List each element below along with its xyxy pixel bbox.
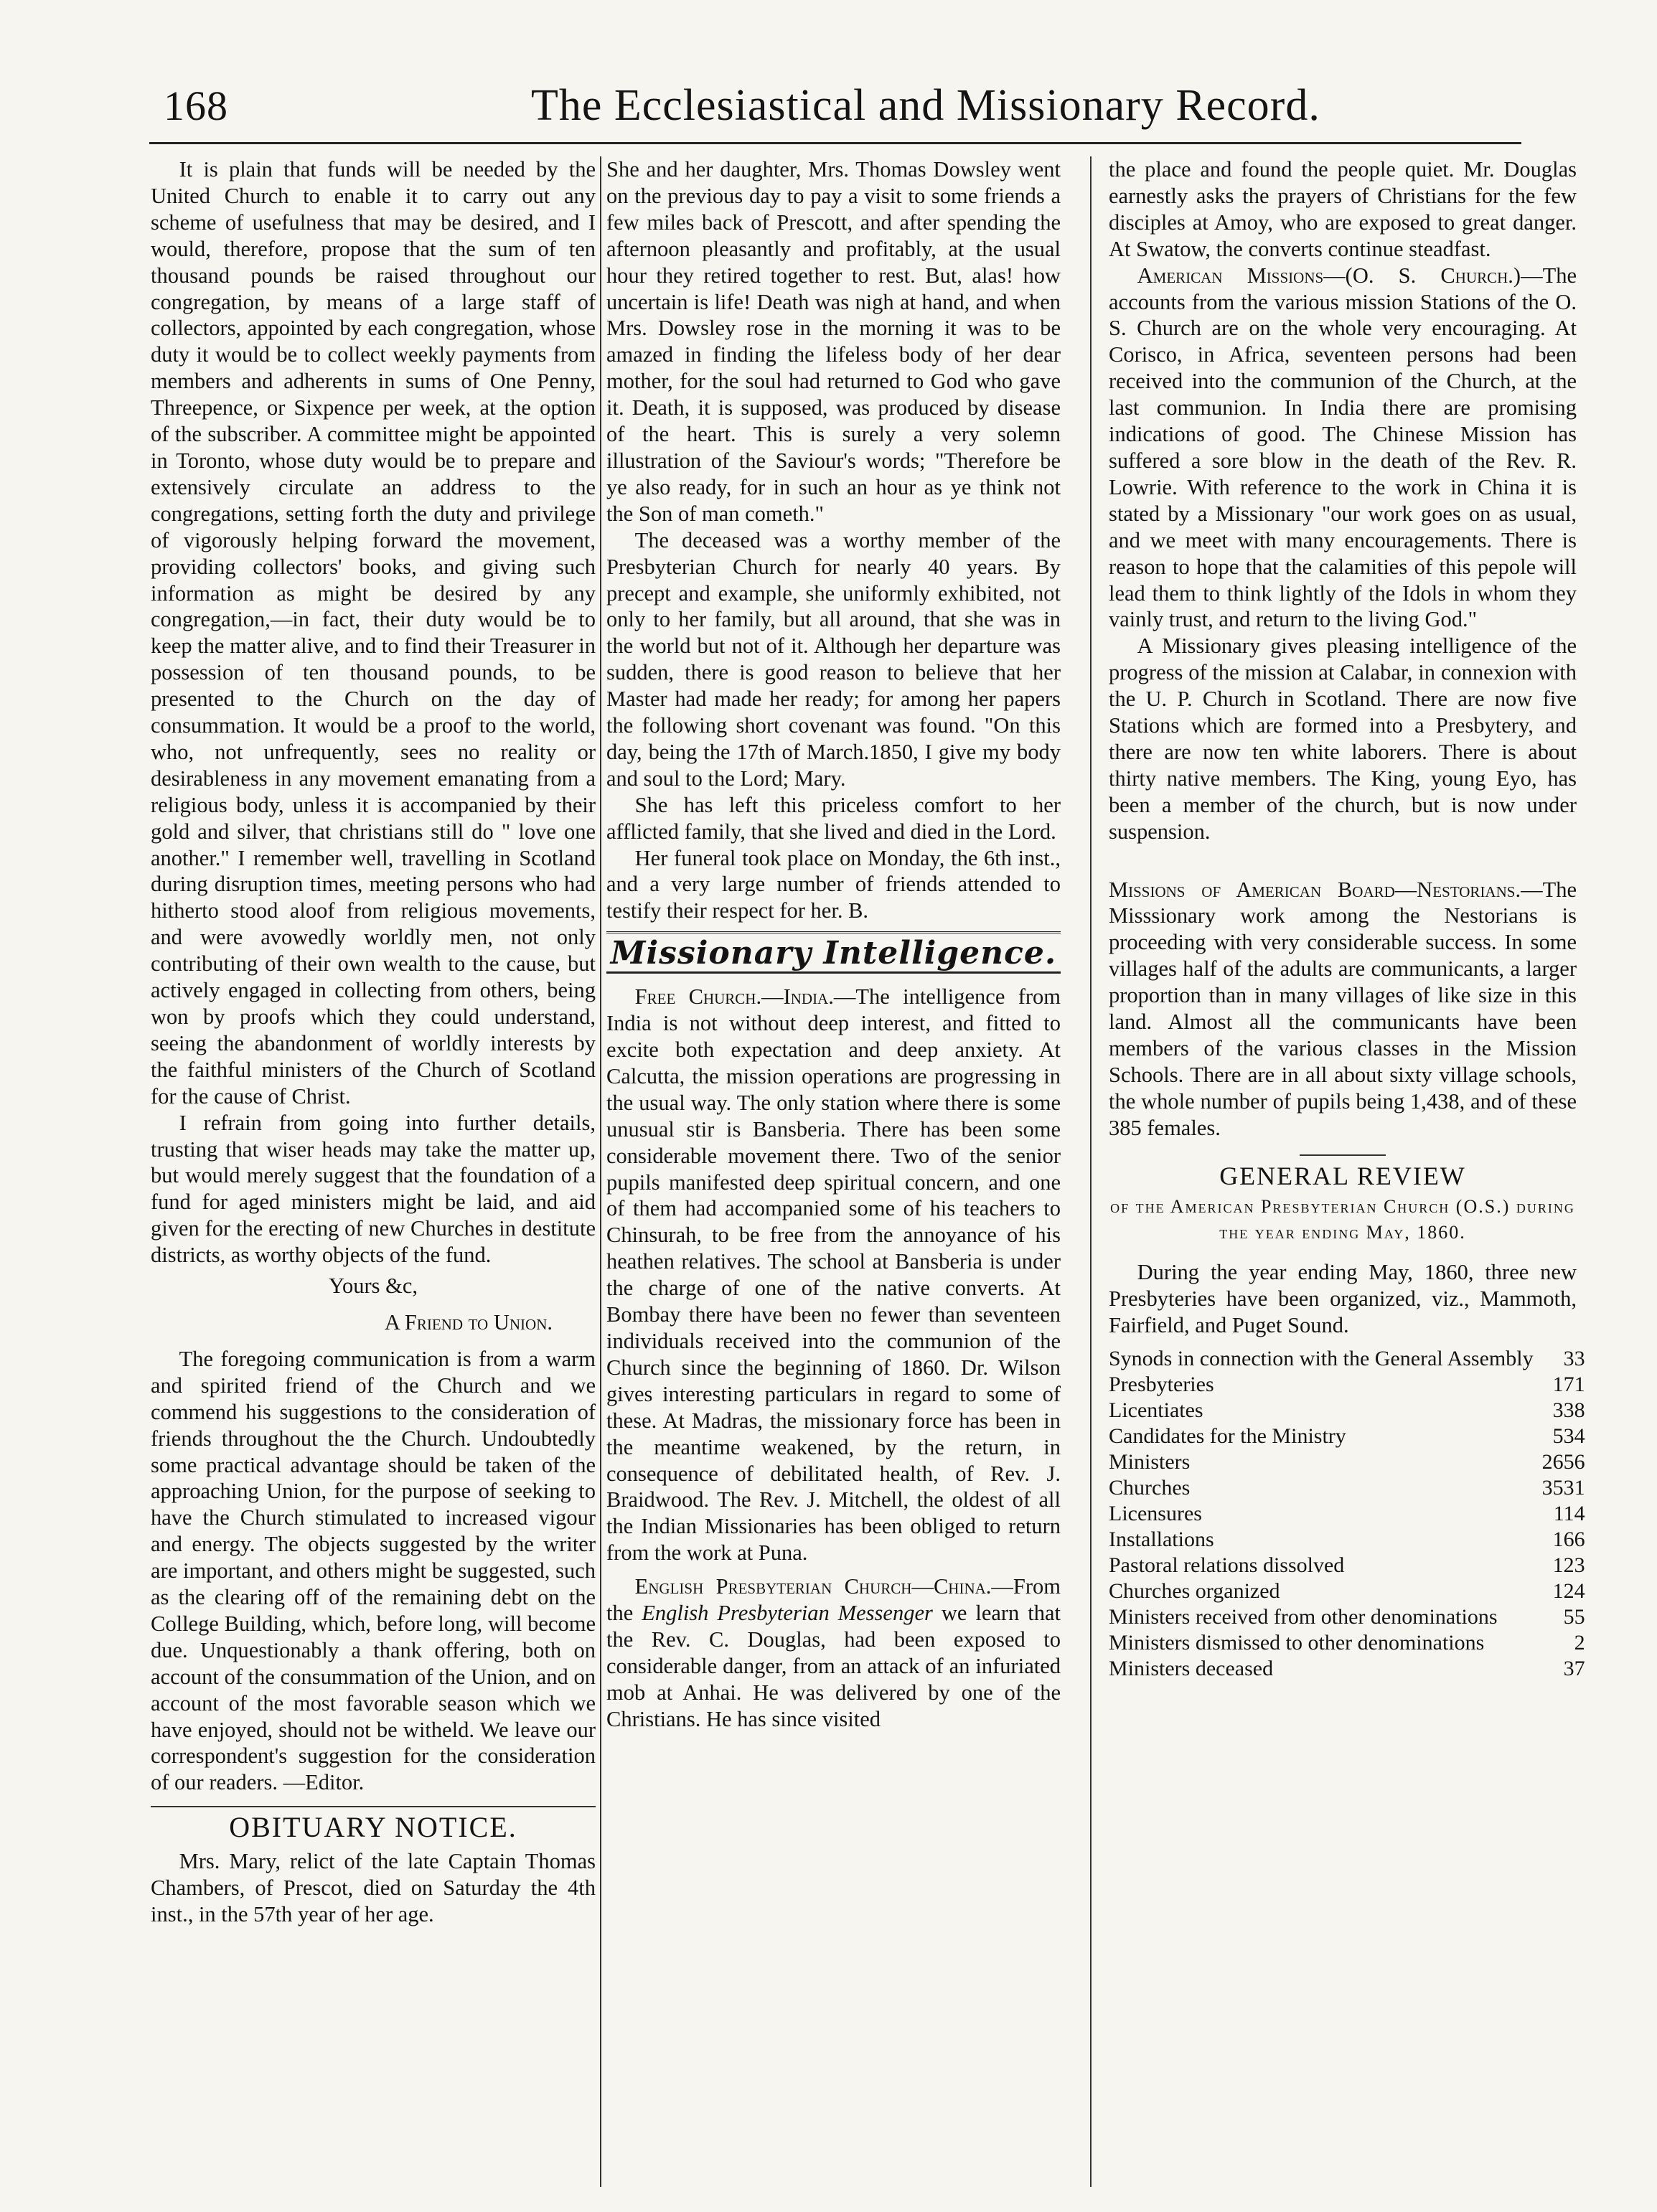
paragraph-lead: English Presbyterian Church—China.: [634, 1574, 992, 1599]
paragraph-lead: American Missions—(O. S. Church.): [1137, 263, 1521, 288]
review-title: GENERAL REVIEW: [1219, 1161, 1466, 1190]
stat-value: 166: [1552, 1528, 1585, 1552]
paragraph: She has left this priceless comfort to her afflicted family, that she lived and died in the Lord.: [606, 792, 1061, 844]
stat-value: 171: [1552, 1373, 1585, 1397]
leader-dots: [1534, 1346, 1542, 1372]
paragraph: A Missionary gives pleasing intelligence of the progress of the mission at Calabar, in connexion with the U. P. Church in Scotland. There are now five Stations which are formed into a Presbytery, and there are now ten white laborers. There is about thirty native members. The King, young Eyo, has been a member of the church, but is now under suspension.: [1109, 634, 1577, 844]
page-number: 168: [164, 83, 228, 129]
paragraph: During the year ending May, 1860, three new Presbyteries have been organized, viz., Mammoth, Fairfield, and Puget Sound.: [1109, 1260, 1577, 1338]
paragraph-body: we learn that the Rev. C. Douglas, had been exposed to considerable danger, from an attack of an infuriated mob at Anhai. He was delivered by one of the Christians. He has since visited: [606, 1601, 1061, 1731]
table-row: [1109, 1630, 1585, 1656]
paragraph: [606, 984, 1061, 1566]
leader-dots: [1534, 1501, 1542, 1527]
paragraph: [1109, 263, 1577, 634]
stat-value: 2656: [1541, 1450, 1585, 1474]
stat-value: 55: [1563, 1605, 1585, 1629]
publication-name: English Presbyterian Messenger: [642, 1601, 933, 1626]
section-title: Missionary Intelligence.: [606, 931, 1061, 974]
paragraph: She and her daughter, Mrs. Thomas Dowsley went on the previous day to pay a visit to some friends a few miles back of Prescott, and after spending the afternoon pleasantly and profitably, at the usual hour they retired together to rest. But, alas! how uncertain is life! Death was nigh at hand, and when Mrs. Dowsley rose in the morning it was to be amazed in finding the lifeless body of her dear mother, for the soul had returned to God who gave it. Death, it is supposed, was produced by disease of the heart. This is surely a very solemn illustration of the Saviour's words; "Therefore be ye also ready, for in such an hour as ye think not the Son of man cometh.": [606, 157, 1061, 526]
table-row: [1109, 1423, 1585, 1449]
leader-dots: [1534, 1398, 1542, 1423]
paragraph: [1109, 877, 1577, 1142]
table-row: [1109, 1553, 1585, 1578]
leader-dots: [1534, 1553, 1542, 1578]
review-subtitle: of the American Presbyterian Church (O.S.) during the year ending May, 1860.: [1110, 1195, 1575, 1243]
paragraph-body: —The accounts from the various mission Stations of the O. S. Church are on the whole very encouraging. At Corisco, in Africa, seventeen persons had been received into the communion of the Church, at the last communion. In India there are promising indications of good. The Chinese Mission has suffered a sore blow in the death of the Rev. R. Lowrie. With reference to the work in China it is stated by a Missionary "our work goes on as usual, and we meet with many encouragements. There is reason to hope that the calamities of this pepole will lead them to think lightly of the Idols in whom they vainly trust, and return to the living God.": [1109, 263, 1577, 632]
table-row: [1109, 1656, 1585, 1682]
leader-dots: [1534, 1604, 1542, 1630]
stat-label: Ministers dismissed to other denominations: [1109, 1631, 1485, 1655]
leader-dots: [1534, 1630, 1542, 1656]
paragraph: the place and found the people quiet. Mr. Douglas earnestly asks the prayers of Christians for the few disciples at Amoy, who are exposed to great danger. At Swatow, the converts continue steadfast.: [1109, 157, 1577, 261]
leader-dots: [1534, 1423, 1542, 1449]
obituary-title: OBITUARY NOTICE.: [151, 1806, 596, 1841]
stat-value: 534: [1552, 1424, 1585, 1449]
paragraph: It is plain that funds will be needed by the United Church to enable it to carry out any scheme of usefulness that may be desired, and I would, therefore, propose that the sum of ten thousand pounds be raised throughout our congregation, by means of a large staff of collectors, appointed by each congregation, whose duty it would be to collect weekly payments from members and adherents in sums of One Penny, Threepence, or Sixpence per week, at the option of the subscriber. A committee might be appointed in Toronto, whose duty would be to prepare and extensively circulate an address to the congregations, setting forth the duty and privilege of vigorously helping forward the movement, providing collectors' books, and giving such information as might be desired by any congregation,—in fact, their duty would be to keep the matter alive, and to find their Treasurer in possession of ten thousand pounds, to be presented to the Church on the day of consummation. It would be a proof to the world, who, not unfrequently, sees no reality or desirableness in any movement emanating from a religious body, unless it is accompanied by their gold and silver, that christians still do " love one another." I remember well, travelling in Scotland during disruption times, meeting persons who had hitherto stood aloof from religious movements, and were avowedly worldly men, not only contributing of their own wealth to the cause, but actively engaged in collecting from others, being won by proofs which they could understand, seeing the abandonment of worldly interests by the faithful ministers of the Church of Scotland for the cause of Christ.: [151, 157, 596, 1109]
stat-value: 338: [1552, 1398, 1585, 1423]
table-row: [1109, 1604, 1585, 1630]
running-title: The Ecclesiastical and Missionary Record.: [531, 81, 1320, 130]
table-row: [1109, 1346, 1585, 1372]
leader-dots: [1534, 1656, 1542, 1682]
column-divider: [600, 156, 601, 2187]
paragraph-body: —The Misssionary work among the Nestorians is proceeding with very considerable success. In some villages half of the adults are communicants, a larger proportion than in many villages of like size in this land. Almost all the communicants have been members of the various classes in the Mission Schools. There are in all about sixty village schools, the whole number of pupils being 1,438, and of these 385 females.: [1109, 877, 1577, 1140]
letter-closing: Yours &c,: [328, 1274, 418, 1299]
table-row: [1109, 1527, 1585, 1553]
paragraph: [606, 1573, 1061, 1732]
stat-value: 33: [1563, 1347, 1585, 1371]
leader-dots: [1534, 1372, 1542, 1398]
leader-dots: [1534, 1578, 1542, 1604]
stat-label: Churches organized: [1109, 1579, 1280, 1604]
paragraph: The deceased was a worthy member of the Presbyterian Church for nearly 40 years. By precept and example, she uniformly exhibited, not only to her family, but all around, that she was in the world but not of it. Although her departure was sudden, there is good reason to believe that her Master had made her ready; for among her papers the following short covenant was found. "On this day, being the 17th of March.1850, I give my body and soul to the Lord; Mary.: [606, 527, 1061, 791]
paragraph: Her funeral took place on Monday, the 6th inst., and a very large number of friends attended to testify their respect for her. B.: [606, 845, 1061, 923]
stat-label: Ministers deceased: [1109, 1657, 1274, 1681]
table-row: [1109, 1398, 1585, 1423]
stat-value: 2: [1574, 1631, 1585, 1655]
letter-signature: A Friend to Union.: [384, 1309, 553, 1335]
stat-label: Candidates for the Ministry: [1109, 1424, 1346, 1449]
column-3: [1109, 156, 1585, 2187]
stat-label: Ministers received from other denominations: [1109, 1605, 1498, 1629]
leader-dots: [1534, 1449, 1542, 1475]
table-row: [1109, 1501, 1585, 1527]
column-divider: [1090, 156, 1092, 2187]
stat-label: Presbyteries: [1109, 1373, 1214, 1397]
stat-label: Synods in connection with the General Assembly: [1109, 1347, 1534, 1371]
stat-label: Ministers: [1109, 1450, 1191, 1474]
stat-label: Installations: [1109, 1528, 1214, 1552]
table-row: [1109, 1475, 1585, 1501]
stat-value: 3531: [1541, 1476, 1585, 1500]
header-rule: [149, 142, 1521, 144]
paragraph-lead: Free Church.—India.: [634, 984, 834, 1009]
stat-value: 37: [1563, 1657, 1585, 1681]
stat-value: 123: [1552, 1553, 1585, 1578]
column-2: [606, 156, 1061, 2187]
stat-value: 114: [1553, 1502, 1585, 1526]
stat-label: Pastoral relations dissolved: [1109, 1553, 1345, 1578]
stat-label: Licensures: [1109, 1502, 1202, 1526]
section-rule: [1300, 1154, 1386, 1156]
leader-dots: [1534, 1527, 1542, 1553]
paragraph-body: —The intelligence from India is not without deep interest, and fitted to excite both expectation and deep anxiety. At Calcutta, the mission operations are progressing in the usual way. The only station where there is some unusual stir is Bansberia. There has been some considerable movement there. Two of the senior pupils manifested deep spiritual concern, and one of them had accompanied some of his teachers to Chinsurah, to be free from the annoyance of his heathen relatives. The school at Bansberia is under the charge of one of the native converts. At Bombay there have been no fewer than seventeen individuals received into the communion of the Church since the beginning of 1860. Dr. Wilson gives interesting particulars in regard to some of these. At Madras, the missionary force has been in the meantime weakened, by the return, in consequence of debilitated health, of Rev. J. Braidwood. The Rev. J. Mitchell, the oldest of all the Indian Missionaries has been obliged to return from the work at Puna.: [606, 984, 1061, 1566]
table-row: [1109, 1578, 1585, 1604]
statistics-table: [1109, 1346, 1585, 1682]
stat-value: 124: [1552, 1579, 1585, 1604]
stat-label: Churches: [1109, 1476, 1191, 1500]
paragraph: Mrs. Mary, relict of the late Captain Thomas Chambers, of Prescot, died on Saturday the 4th inst., in the 57th year of her age.: [151, 1849, 596, 1926]
table-row: [1109, 1372, 1585, 1398]
paragraph-body: —From the: [606, 1574, 1061, 1626]
table-row: [1109, 1449, 1585, 1475]
leader-dots: [1534, 1475, 1542, 1501]
column-1: [151, 156, 596, 2187]
stat-label: Licentiates: [1109, 1398, 1203, 1423]
paragraph-lead: Missions of American Board—Nestorians.: [1109, 877, 1521, 902]
page-header: [144, 80, 1521, 138]
editor-note: The foregoing communication is from a warm and spirited friend of the Church and we commend his suggestions to the consideration of friends throughout the the Church. Undoubtedly some practical advantage should be taken of the approaching Union, for the purpose of seeking to have the Church stimulated to increased vigour and energy. The objects suggested by the writer are important, and others might be suggested, such as the clearing off of the remaining debt on the College Building, which, before long, will become due. Unquestionably a thank offering, both on account of the consummation of the Union, and on account of the most favorable season which we have enjoyed, should not be witheld. We leave our correspondent's suggestion for the consideration of our readers. —Editor.: [151, 1346, 596, 1795]
paragraph: I refrain from going into further details, trusting that wiser heads may take the matter up, but would merely suggest that the foundation of a fund for aged ministers might be laid, and aid given for the erecting of new Churches in destitute districts, as worthy objects of the fund.: [151, 1110, 596, 1268]
